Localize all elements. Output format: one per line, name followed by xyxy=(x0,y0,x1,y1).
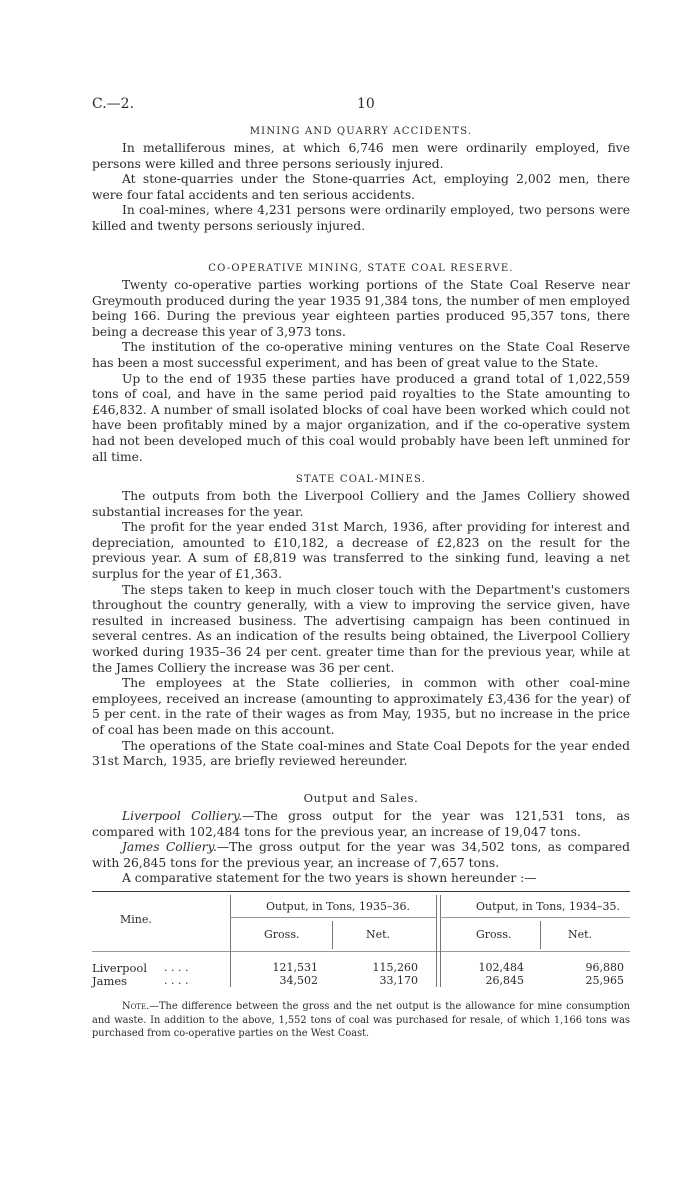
paragraph-lead: Liverpool Colliery. xyxy=(122,809,243,823)
section-cooperative-mining xyxy=(92,263,630,465)
section-mining-accidents xyxy=(92,126,630,235)
column-header-net: Net. xyxy=(366,928,391,941)
cell-gross-1935-36: 34,502 xyxy=(279,974,318,987)
paragraph: A comparative statement for the two years is shown hereunder :— xyxy=(122,871,537,886)
paragraph-text: —The gross output for the year was 121,531 tons, as compared with 102,484 tons for the previous year, an increase of 19,047 tons. xyxy=(92,809,630,839)
paragraph: The profit for the year ended 31st March, 1936, after providing for interest and depreciation, amounted to £10,182, a decrease of £2,823 on the result for the previous year. A sum of £8,819 was transferred to the sinking fund, leaving a net surplus for the year of £1,363. xyxy=(92,520,630,581)
paragraph-liverpool xyxy=(92,809,630,840)
table-top-rule xyxy=(92,891,630,892)
table-divider xyxy=(332,921,333,949)
paragraph: The steps taken to keep in much closer touch with the Department's customers throughout the country generally, with a view to improving the service given, have resulted in increased business. The advertising campaign has been continued in several centres. As an indication of the results being obtained, the Liverpool Colliery worked during 1935–36 24 per cent. greater time than for the previous year, while at the James Colliery the increase was 36 per cent. xyxy=(92,582,630,675)
column-group-1935-36: Output, in Tons, 1935–36. xyxy=(266,900,410,913)
column-header-gross: Gross. xyxy=(476,928,512,941)
paragraph: At stone-quarries under the Stone-quarries Act, employing 2,002 men, there were four fatal accidents and ten serious accidents. xyxy=(92,172,630,202)
leader-dots: . . . . xyxy=(164,961,189,974)
table-divider xyxy=(540,921,541,949)
row-label-james: James xyxy=(92,974,128,988)
paragraph: The operations of the State coal-mines and State Coal Depots for the year ended 31st March, 1935, are briefly reviewed hereunder. xyxy=(92,738,630,769)
note-text: —The difference between the gross and the net output is the allowance for mine consumption and waste. In addition to the above, 1,552 tons of coal was purchased for resale, of which 1,166 tons was purchased from co-operative parties on the West Coast. xyxy=(92,1001,630,1039)
table-group-rule xyxy=(230,917,436,918)
cell-gross-1934-35: 26,845 xyxy=(485,974,524,987)
table-header-rule xyxy=(92,951,630,952)
column-header-gross: Gross. xyxy=(264,928,300,941)
section-heading: CO-OPERATIVE MINING, STATE COAL RESERVE. xyxy=(208,263,514,274)
paragraph: The employees at the State collieries, in common with other coal-mine employees, received an increase (amounting to approximately £3,436 for the year) of 5 per cent. in the rate of their wages as from May, 1935, but no increase in the price of coal has been made on this account. xyxy=(92,676,630,737)
cell-net-1934-35: 96,880 xyxy=(585,961,624,974)
paragraph: Twenty co-operative parties working portions of the State Coal Reserve near Greymouth produced during the year 1935 91,384 tons, the number of men employed being 166. During the previous year eighteen parties produced 95,357 tons, there being a decrease this year of 3,973 tons. xyxy=(92,278,630,339)
table-group-rule xyxy=(440,917,630,918)
cell-net-1934-35: 25,965 xyxy=(585,974,624,987)
row-label-liverpool: Liverpool xyxy=(92,961,148,975)
table-divider xyxy=(230,895,231,987)
page-number: 10 xyxy=(357,96,375,112)
note-label: Note. xyxy=(122,1001,150,1012)
paragraph: In coal-mines, where 4,231 persons were ordinarily employed, two persons were killed and twenty persons seriously injured. xyxy=(92,203,630,233)
section-heading: Output and Sales. xyxy=(303,791,419,805)
section-heading: MINING AND QUARRY ACCIDENTS. xyxy=(249,126,473,137)
paragraph-lead: James Colliery. xyxy=(122,840,217,855)
paragraph: The outputs from both the Liverpool Colliery and the James Colliery showed substantial increases for the year. xyxy=(92,489,630,519)
paragraph-text: —The gross output for the year was 34,502 tons, as compared with 26,845 tons for the previous year, an increase of 7,657 tons. xyxy=(92,840,630,870)
table-divider xyxy=(440,895,441,987)
section-output-and-sales xyxy=(92,791,630,887)
section-heading: STATE COAL-MINES. xyxy=(295,474,427,485)
paragraph: Up to the end of 1935 these parties have produced a grand total of 1,022,559 tons of coal, and have in the same period paid royalties to the State amounting to £46,832. A number of small isolated blocks of coal have been worked which could not have been profitably mined by a major organization, and if the co-operative system had not been developed much of this coal would probably have been left unmined for all time. xyxy=(92,371,630,464)
cell-gross-1935-36: 121,531 xyxy=(272,961,318,974)
cell-net-1935-36: 33,170 xyxy=(379,974,418,987)
table-divider xyxy=(436,895,437,987)
paragraph: The institution of the co-operative mining ventures on the State Coal Reserve has been a most successful experiment, and has been of great value to the State. xyxy=(92,340,630,370)
document-reference: C.—2. xyxy=(92,96,135,112)
cell-net-1935-36: 115,260 xyxy=(372,961,418,974)
paragraph-james xyxy=(92,840,630,871)
output-comparison-table xyxy=(92,891,630,991)
section-state-coal-mines xyxy=(92,474,630,770)
column-header-net: Net. xyxy=(568,928,593,941)
column-header-mine: Mine. xyxy=(120,913,152,926)
column-group-1934-35: Output, in Tons, 1934–35. xyxy=(476,900,620,913)
cell-gross-1934-35: 102,484 xyxy=(478,961,524,974)
table-footnote xyxy=(92,1000,630,1041)
leader-dots: . . . . xyxy=(164,974,189,987)
paragraph: In metalliferous mines, at which 6,746 men were ordinarily employed, five persons were killed and three persons seriously injured. xyxy=(92,141,630,171)
